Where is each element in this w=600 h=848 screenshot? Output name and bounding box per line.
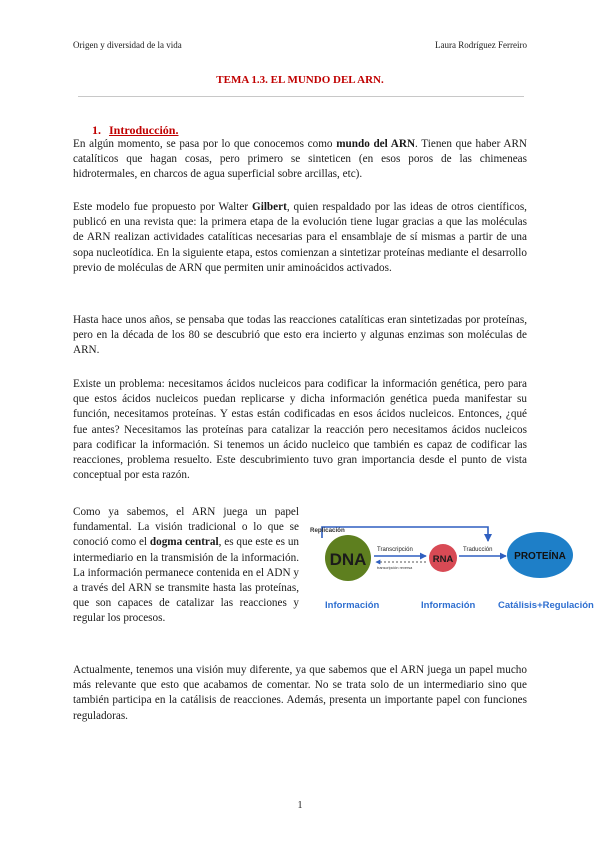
central-dogma-diagram <box>304 518 600 618</box>
title-divider <box>78 96 524 97</box>
paragraph-5: Como ya sabemos, el ARN juega un papel fundamental. La visión tradicional o lo que se conoció como el dogma central, es que este es un intermediario en la transmisión de la información. La información permanece contenida en el ADN y a través del ARN se transmite hasta las proteínas, que son capaces de catalizar las reacciones y regular los procesos. <box>73 506 300 625</box>
informacion-label-1: Información <box>325 600 380 611</box>
header-left: Origen y diversidad de la vida <box>73 40 182 50</box>
transcripcion-reversa-label: transcripción reversa <box>377 566 413 570</box>
dna-label: DNA <box>329 550 367 569</box>
term-mundo-arn: mundo del ARN <box>336 138 416 150</box>
paragraph-3: Hasta hace unos años, se pensaba que todas las reacciones catalíticas eran sintetizadas por proteínas, pero en la década de los 80 se descubrió que esto era incierto y algunas enzimas son moléculas de ARN. <box>73 314 527 357</box>
paragraph-4: Existe un problema: necesitamos ácidos nucleicos para codificar la información genética, pero para que estos ácidos nucleicos puedan replicarse y dicha información genética pueda manifestar su función, necesitamos proteínas. Y estas están codificadas en esos ácidos nucleicos. Entonces, ¿qué fue antes? Necesitamos las proteínas para catalizar la reacción pero necesitamos ácidos nucleicos para codificar la información. Si tenemos un ácido nucleico que también es capaz de codificar las reacciones, problema resuelto. Este descubrimiento tuvo gran importancia desde el punto de vista conceptual por esta razón. <box>73 378 527 482</box>
rna-label: RNA <box>432 554 454 565</box>
header-right: Laura Rodríguez Ferreiro <box>435 40 527 50</box>
paragraph-1: En algún momento, se pasa por lo que conocemos como mundo del ARN. Tienen que haber ARN catalíticos que hagan cosas, pero primero se sinteticen (en esos poros de las chimeneas hidrotermales, en charcos de agua superficial sobre arcillas, etc). <box>73 138 527 181</box>
section-label: Introducción. <box>109 123 179 137</box>
paragraph-2: Este modelo fue propuesto por Walter Gilbert, quien respaldado por las ideas de otros científicos, publicó en una revista que: la primera etapa de la evolución tiene lugar gracias a que las moléculas de ARN realizan actividades catalíticas necesarias para el ensamblaje de sí mismas a partir de una sopa nucleotídica. En la siguiente etapa, estos comienzan a sintetizar proteínas mediante el desarrollo previo de moléculas de ARN que permiten unir aminoácidos activados. <box>73 201 527 274</box>
catalisis-label: Catálisis+Regulación <box>498 600 594 611</box>
replicacion-label: Replicación <box>310 527 345 534</box>
paragraph-6: Actualmente, tenemos una visión muy diferente, ya que sabemos que el ARN juega un papel mucho más relevante que esto que acabamos de comentar. No se trata solo de un intermediario sino que también participa en la catálisis de reacciones. Además, presenta un importante papel con funciones reguladoras. <box>73 664 527 722</box>
section-number: 1. <box>92 123 101 137</box>
term-gilbert: Gilbert <box>252 201 287 213</box>
page-number: 1 <box>297 800 303 811</box>
proteina-label: PROTEÍNA <box>514 551 566 562</box>
page-title: TEMA 1.3. EL MUNDO DEL ARN. <box>216 74 384 86</box>
term-dogma-central: dogma central <box>149 536 219 549</box>
informacion-label-2: Información <box>421 600 476 611</box>
transcripcion-label: Transcripción <box>377 547 413 553</box>
traduccion-label: Traducción <box>463 547 493 553</box>
section-heading <box>92 123 178 138</box>
